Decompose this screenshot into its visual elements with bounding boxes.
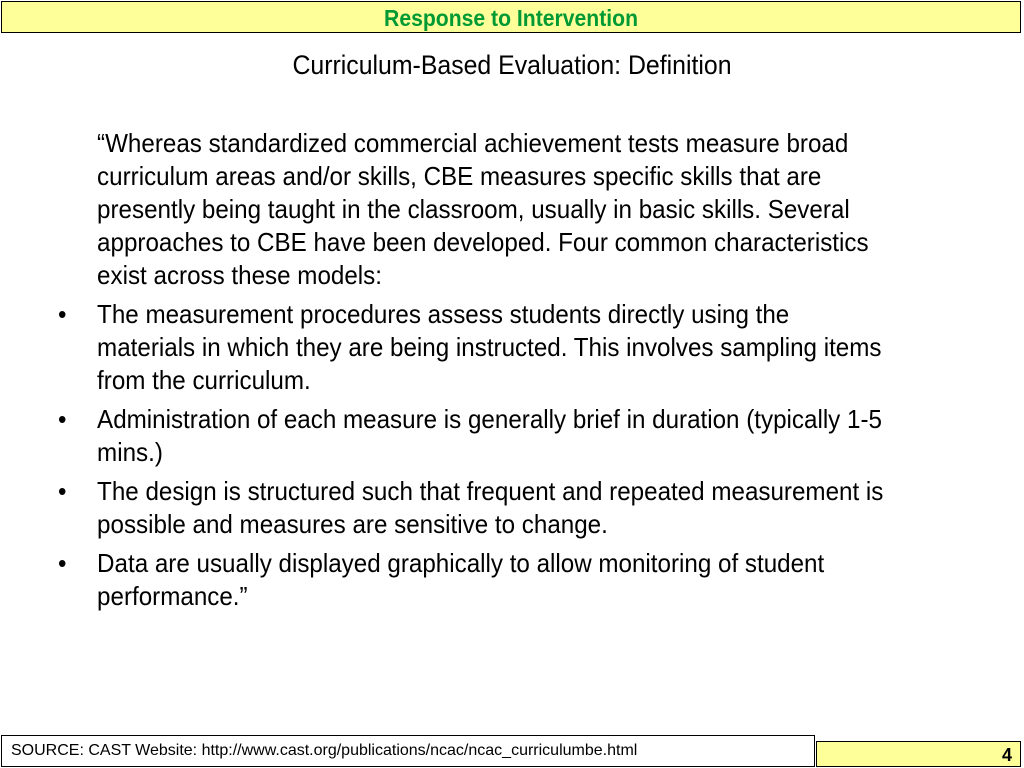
bullet-item xyxy=(58,403,914,469)
bullet-item xyxy=(58,475,914,541)
bullet-symbol: • xyxy=(58,299,67,329)
bullet-item xyxy=(58,547,914,613)
slide-subtitle: Curriculum-Based Evaluation: Definition xyxy=(292,50,732,80)
footer-banner xyxy=(816,741,1021,767)
header-banner xyxy=(1,1,1021,33)
slide-header-title: Response to Intervention xyxy=(384,5,638,31)
bullet-symbol: • xyxy=(58,548,67,578)
bullet-text: The design is structured such that frequent and repeated measurement is possible and measures are sensitive to change. xyxy=(97,476,884,539)
quote-body xyxy=(58,127,978,613)
bullet-text: Data are usually displayed graphically to allow monitoring of student performance.” xyxy=(97,548,825,611)
page-number: 4 xyxy=(1001,745,1012,765)
bullet-text: Administration of each measure is generally brief in duration (typically 1-5 mins.) xyxy=(97,404,882,467)
bullet-item xyxy=(58,298,914,397)
source-citation: SOURCE: CAST Website: http://www.cast.org/publications/ncac/ncac_curriculumbe.html xyxy=(1,735,815,767)
bullet-symbol: • xyxy=(58,476,67,506)
bullet-text: The measurement procedures assess students directly using the materials in which they are being instructed. This involves sampling items from the curriculum. xyxy=(97,299,882,395)
quote-intro: “Whereas standardized commercial achievement tests measure broad curriculum areas and/or skills, CBE measures specific skills that are presently being taught in the classroom, usually in basic skills. Several approaches to CBE have been developed. Four common characteristics exist across these models: xyxy=(97,128,869,290)
bullet-symbol: • xyxy=(58,404,67,434)
